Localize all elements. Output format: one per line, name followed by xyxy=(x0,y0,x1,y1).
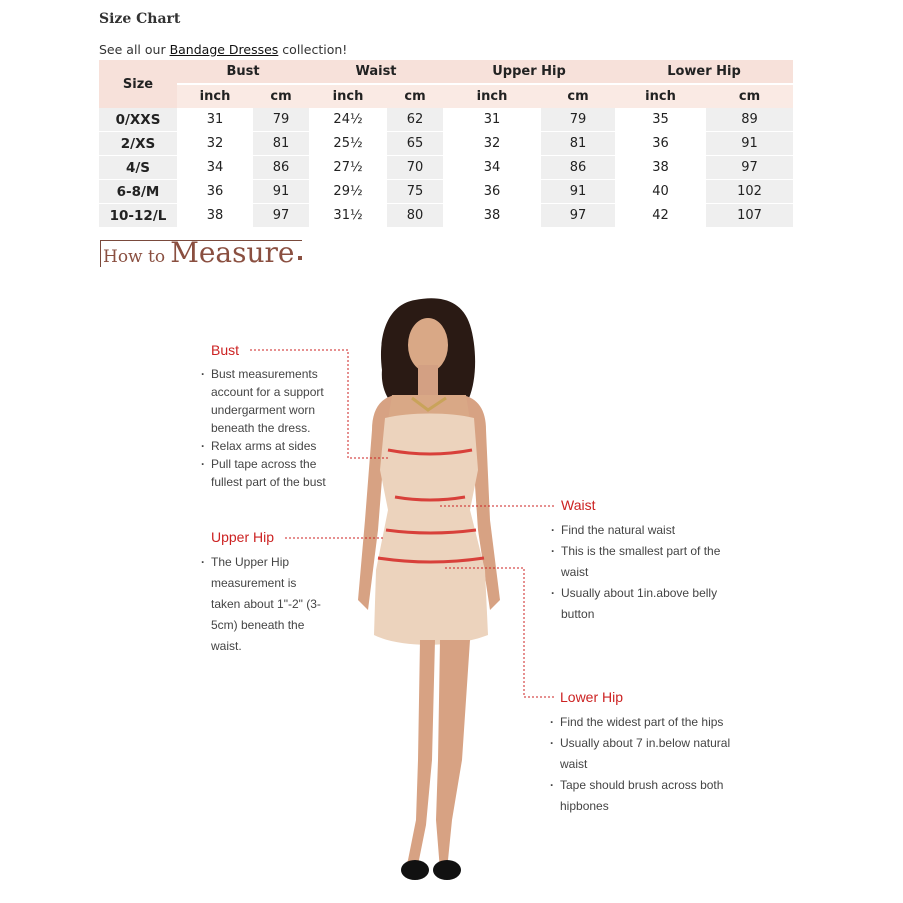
value-cell: 31 xyxy=(177,108,253,132)
unit-header: inch xyxy=(615,84,706,108)
upper-hip-item: · The Upper Hip measurement is taken about 1"-2" (3-5cm) beneath the waist. xyxy=(201,552,326,657)
value-cell: 36 xyxy=(177,180,253,204)
value-cell: 102 xyxy=(706,180,793,204)
value-cell: 42 xyxy=(615,204,706,228)
waist-item: · This is the smallest part of the waist xyxy=(551,541,731,583)
value-cell: 38 xyxy=(615,156,706,180)
value-cell: 70 xyxy=(387,156,443,180)
value-cell: 32 xyxy=(177,132,253,156)
unit-header: inch xyxy=(443,84,541,108)
value-cell: 107 xyxy=(706,204,793,228)
value-cell: 40 xyxy=(615,180,706,204)
page-title: Size Chart xyxy=(99,11,181,27)
lower-hip-item: · Tape should brush across both hipbones xyxy=(550,775,735,817)
value-cell: 86 xyxy=(541,156,615,180)
waist-list xyxy=(551,520,731,625)
value-cell: 81 xyxy=(541,132,615,156)
bust-item: · Pull tape across the fullest part of the bust xyxy=(201,455,336,491)
value-cell: 32 xyxy=(443,132,541,156)
value-cell: 31 xyxy=(443,108,541,132)
value-cell: 89 xyxy=(706,108,793,132)
waist-item: · Find the natural waist xyxy=(551,520,731,541)
heading-big: Measure xyxy=(170,236,295,269)
value-cell: 75 xyxy=(387,180,443,204)
value-cell: 25½ xyxy=(309,132,387,156)
value-cell: 79 xyxy=(253,108,309,132)
unit-header: cm xyxy=(706,84,793,108)
bandage-dresses-link[interactable]: Bandage Dresses xyxy=(169,42,279,57)
value-cell: 91 xyxy=(706,132,793,156)
value-cell: 97 xyxy=(706,156,793,180)
value-cell: 65 xyxy=(387,132,443,156)
unit-header: cm xyxy=(387,84,443,108)
value-cell: 36 xyxy=(615,132,706,156)
intro-prefix: See all our xyxy=(99,42,170,57)
upper-hip-title: Upper Hip xyxy=(211,529,275,545)
unit-header: cm xyxy=(541,84,615,108)
value-cell: 79 xyxy=(541,108,615,132)
group-header: Lower Hip xyxy=(615,60,793,84)
unit-header: inch xyxy=(177,84,253,108)
size-header: Size xyxy=(99,60,177,108)
group-header: Waist xyxy=(309,60,443,84)
value-cell: 34 xyxy=(443,156,541,180)
value-cell: 80 xyxy=(387,204,443,228)
size-cell: 4/S xyxy=(99,156,177,180)
bust-list xyxy=(201,365,336,491)
value-cell: 62 xyxy=(387,108,443,132)
value-cell: 24½ xyxy=(309,108,387,132)
waist-item: · Usually about 1in.above belly button xyxy=(551,583,731,625)
value-cell: 27½ xyxy=(309,156,387,180)
group-header: Upper Hip xyxy=(443,60,615,84)
value-cell: 38 xyxy=(443,204,541,228)
unit-header: inch xyxy=(309,84,387,108)
value-cell: 91 xyxy=(253,180,309,204)
value-cell: 36 xyxy=(443,180,541,204)
value-cell: 97 xyxy=(541,204,615,228)
value-cell: 97 xyxy=(253,204,309,228)
lower-hip-title: Lower Hip xyxy=(560,689,624,705)
lower-hip-list xyxy=(550,712,735,817)
lower-hip-item: · Usually about 7 in.below natural waist xyxy=(550,733,735,775)
size-cell: 6-8/M xyxy=(99,180,177,204)
bust-item: · Bust measurements account for a support undergarment worn beneath the dress. xyxy=(201,365,336,437)
intro-suffix: collection! xyxy=(278,42,348,57)
value-cell: 81 xyxy=(253,132,309,156)
size-cell: 10-12/L xyxy=(99,204,177,228)
value-cell: 38 xyxy=(177,204,253,228)
waist-title: Waist xyxy=(561,497,596,513)
size-cell: 2/XS xyxy=(99,132,177,156)
value-cell: 31½ xyxy=(309,204,387,228)
value-cell: 35 xyxy=(615,108,706,132)
value-cell: 34 xyxy=(177,156,253,180)
bust-title: Bust xyxy=(211,342,240,358)
upper-hip-list xyxy=(201,552,326,657)
group-header: Bust xyxy=(177,60,309,84)
bust-item: · Relax arms at sides xyxy=(201,437,336,455)
value-cell: 29½ xyxy=(309,180,387,204)
size-cell: 0/XXS xyxy=(99,108,177,132)
value-cell: 91 xyxy=(541,180,615,204)
unit-header: cm xyxy=(253,84,309,108)
lower-hip-item: · Find the widest part of the hips xyxy=(550,712,735,733)
heading-small: How to xyxy=(103,247,166,267)
value-cell: 86 xyxy=(253,156,309,180)
